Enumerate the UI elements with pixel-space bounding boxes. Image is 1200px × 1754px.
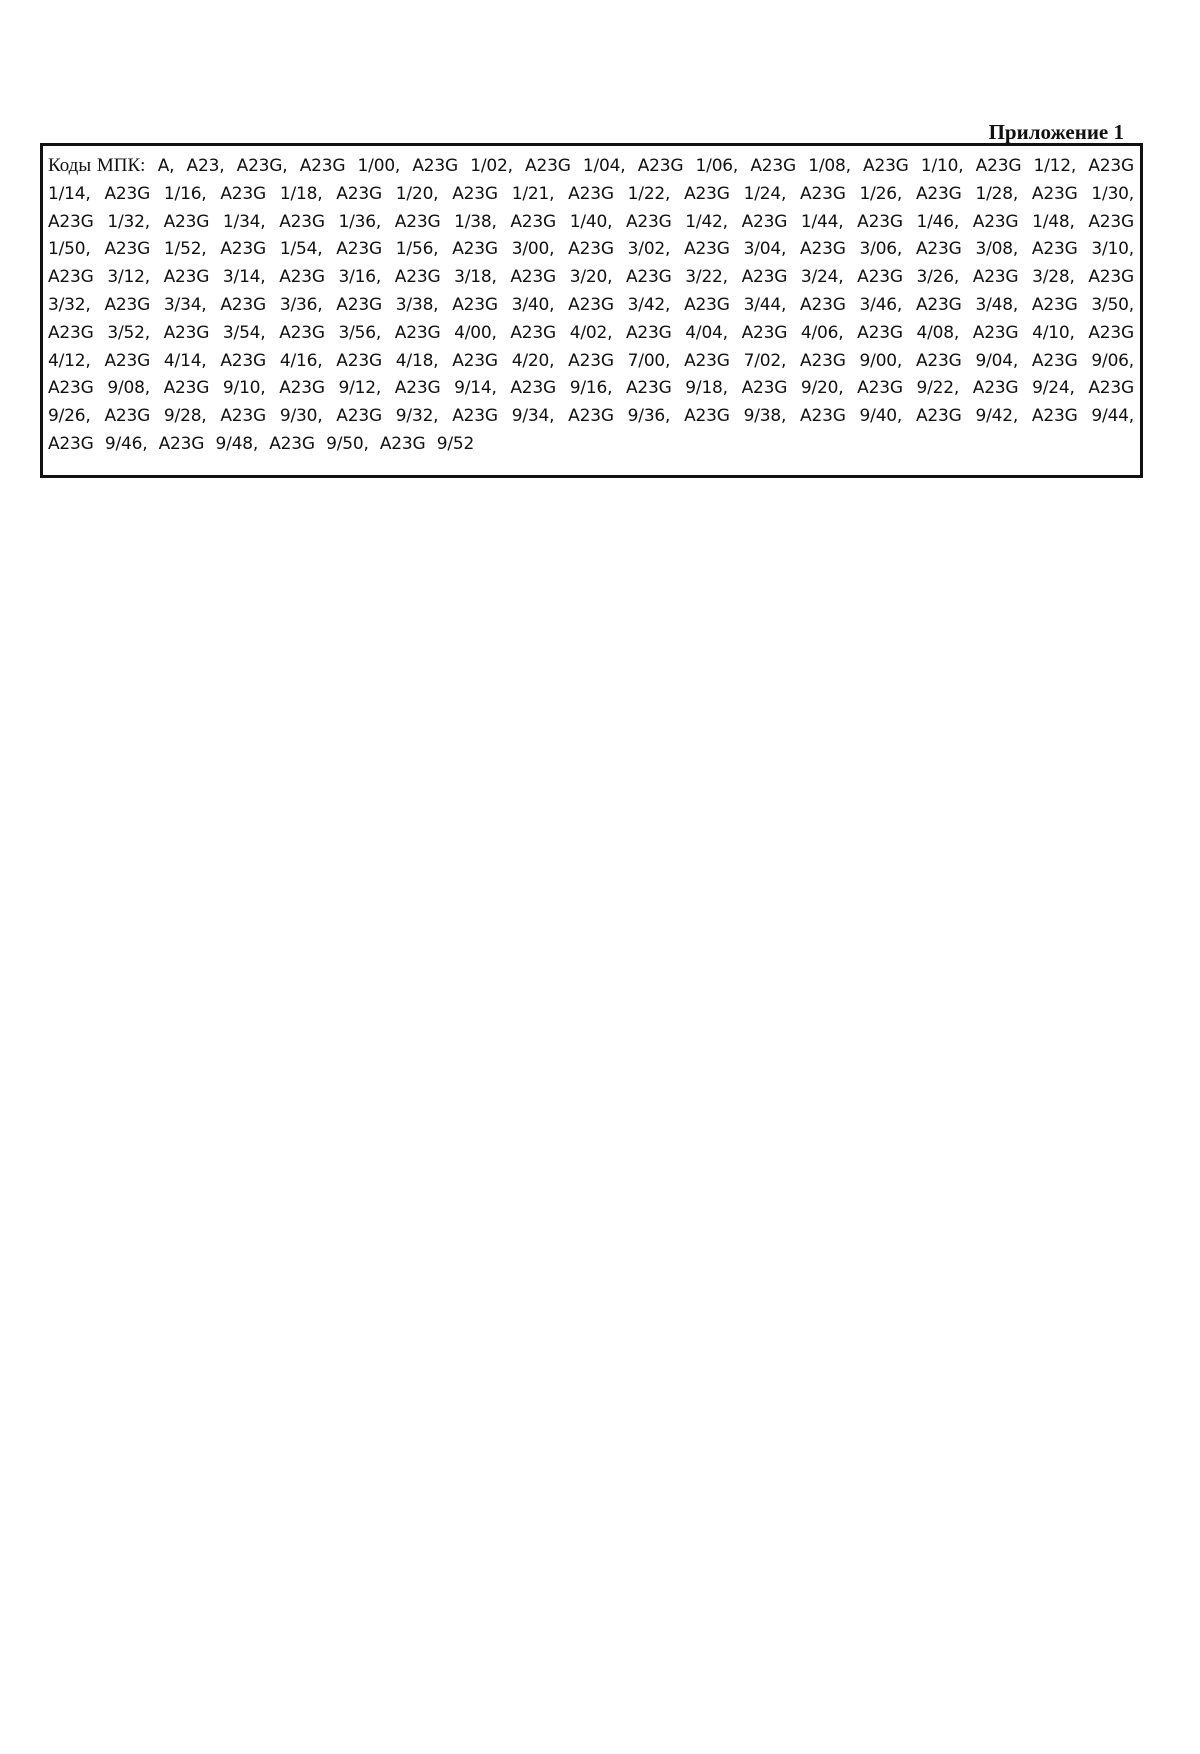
appendix-label: Приложение 1 [988, 120, 1124, 144]
ipc-codes-list: A, A23, A23G, A23G 1/00, A23G 1/02, A23G 1/04, A23G 1/06, A23G 1/08, A23G 1/10, A23G 1/12, A23G 1/14, A23G 1/16, A23G 1/18, A23G 1/20, A23G 1/21, A23G 1/22, A23G 1/24, A23G 1/26, A23G 1/28, A23G 1/30, A23G 1/32, A23G 1/34, A23G 1/36, A23G 1/38, A23G 1/40, A23G 1/42, A23G 1/44, A23G 1/46, A23G 1/48, A23G 1/50, A23G 1/52, A23G 1/54, A23G 1/56, A23G 3/00, A23G 3/02, A23G 3/04, A23G 3/06, A23G 3/08, A23G 3/10, A23G 3/12, A23G 3/14, A23G 3/16, A23G 3/18, A23G 3/20, A23G 3/22, A23G 3/24, A23G 3/26, A23G 3/28, A23G 3/32, A23G 3/34, A23G 3/36, A23G 3/38, A23G 3/40, A23G 3/42, A23G 3/44, A23G 3/46, A23G 3/48, A23G 3/50, A23G 3/52, A23G 3/54, A23G 3/56, A23G 4/00, A23G 4/02, A23G 4/04, A23G 4/06, A23G 4/08, A23G 4/10, A23G 4/12, A23G 4/14, A23G 4/16, A23G 4/18, A23G 4/20, A23G 7/00, A23G 7/02, A23G 9/00, A23G 9/04, A23G 9/06, A23G 9/08, A23G 9/10, A23G 9/12, A23G 9/14, A23G 9/16, A23G 9/18, A23G 9/20, A23G 9/22, A23G 9/24, A23G 9/26, A23G 9/28, A23G 9/30, A23G 9/32, A23G 9/34, A23G 9/36, A23G 9/38, A23G 9/40, A23G 9/42, A23G 9/44, A23G 9/46, A23G 9/48, A23G 9/50, A23G 9/52 [48, 156, 1134, 454]
ipc-codes-label: Коды МПК: [48, 155, 146, 176]
ipc-codes-box [40, 143, 1143, 478]
ipc-codes-paragraph [48, 152, 1134, 459]
